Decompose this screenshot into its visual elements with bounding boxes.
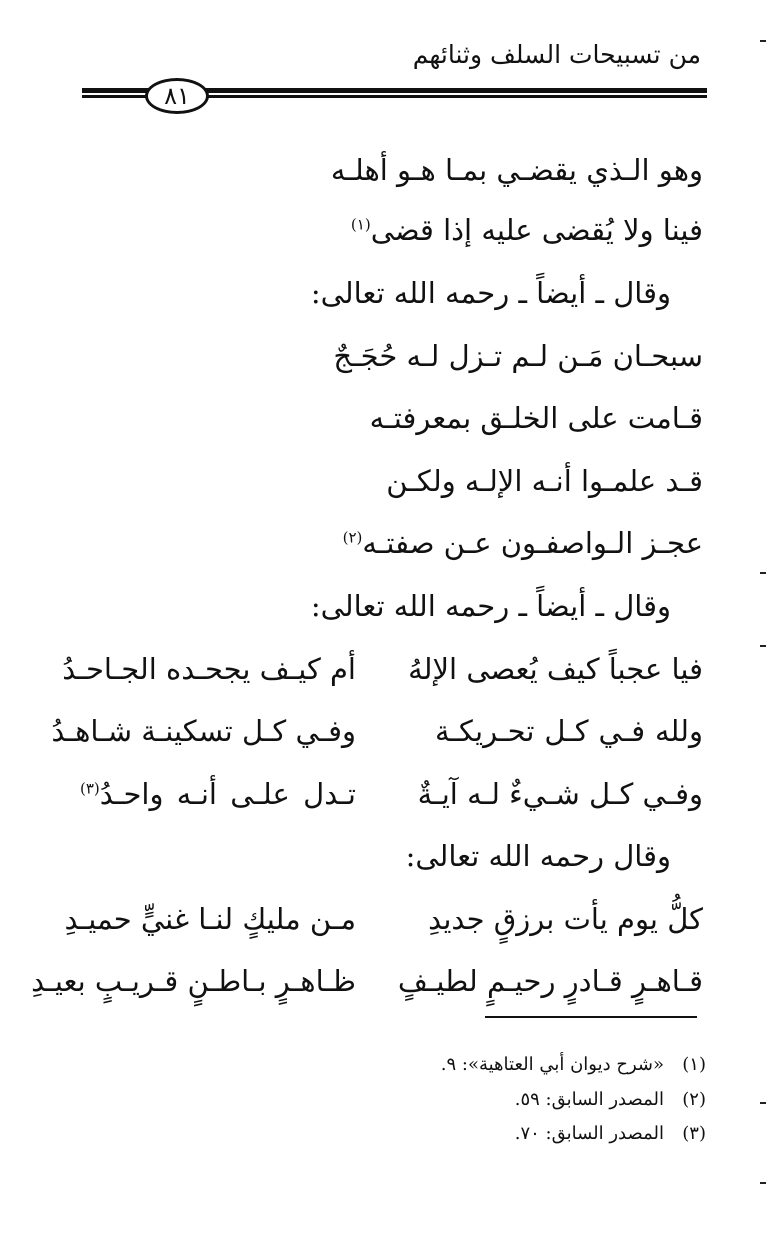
poem-line: قـد علمـوا أنـه الإلـه ولكـن: [386, 464, 703, 498]
footnote-text: «شرح ديوان أبي العتاهية»: ٩.: [440, 1054, 664, 1075]
verse-first-hemistich: كلُّ يوم يأت برزقٍ جديدِ: [428, 902, 703, 936]
poem-text: فينا ولا يُقضى عليه إذا قضى: [370, 213, 703, 247]
footnote-number: (٣): [682, 1123, 706, 1144]
footnote-separator: [485, 1016, 697, 1018]
verse-second-hemistich: أم كيـف يجحـده الجـاحـدُ: [62, 652, 356, 686]
footnote-ref: (١): [350, 215, 371, 234]
footnote-item: [515, 1088, 706, 1112]
scan-mark: [760, 1102, 766, 1104]
scan-mark: [760, 40, 766, 42]
verse-couplet: [80, 776, 703, 812]
verse-second-hemistich: [80, 776, 356, 812]
verse-couplet: [31, 963, 703, 999]
verse-couplet: [51, 713, 703, 749]
verse-text: تـدل علـى أنـه واحـدُ: [99, 777, 356, 811]
verse-first-hemistich: ولله فـي كـل تحـريكـة: [435, 714, 703, 748]
poem-line: قـامت على الخلـق بمعرفتـه: [369, 401, 703, 435]
poem-text: عجـز الـواصفـون عـن صفتـه: [362, 526, 703, 560]
verse-second-hemistich: وفـي كـل تسكينـة شـاهـدُ: [51, 714, 356, 748]
poem-line: [343, 525, 703, 561]
intro-line: وقال رحمه الله تعالى:: [405, 839, 671, 873]
verse-first-hemistich: فيا عجباً كيف يُعصى الإلهُ: [408, 652, 703, 686]
verse-second-hemistich: ظـاهـرٍ بـاطـنٍ قـريـبٍ بعيـدِ: [31, 964, 356, 998]
verse-first-hemistich: قـاهـرٍ قـادرٍ رحيـمٍ لطيـفٍ: [397, 964, 703, 998]
footnote-ref: (٣): [80, 779, 100, 798]
footnote-item: [441, 1053, 706, 1077]
intro-line: وقال ـ أيضاً ـ رحمه الله تعالى:: [310, 589, 671, 623]
scan-mark: [760, 645, 766, 647]
footnote-number: (٢): [682, 1089, 706, 1110]
footnote-ref: (٢): [342, 528, 363, 547]
poem-line: سبحـان مَـن لـم تـزل لـه حُجَـجٌ: [333, 339, 703, 373]
verse-second-hemistich: مـن مليكٍ لنـا غنيٍّ حميـدِ: [64, 902, 356, 936]
scan-mark: [760, 1182, 766, 1184]
verse-first-hemistich: وفـي كـل شـيءٌ لـه آيـةٌ: [417, 777, 703, 811]
poem-line: [351, 212, 703, 248]
scan-mark: [760, 572, 766, 574]
verse-couplet: [64, 901, 703, 937]
footnote-number: (١): [682, 1054, 706, 1075]
page-number: ٨١: [145, 78, 209, 114]
verse-couplet: [62, 651, 703, 687]
footnote-item: [515, 1122, 706, 1146]
intro-line: وقال ـ أيضاً ـ رحمه الله تعالى:: [310, 276, 671, 310]
footnote-text: المصدر السابق: ٧٠.: [514, 1123, 664, 1144]
running-title: من تسبيحات السلف وثنائهم: [412, 40, 701, 69]
poem-line: وهو الـذي يقضـي بمـا هـو أهلـه: [330, 153, 703, 187]
footnote-text: المصدر السابق: ٥٩.: [514, 1089, 664, 1110]
